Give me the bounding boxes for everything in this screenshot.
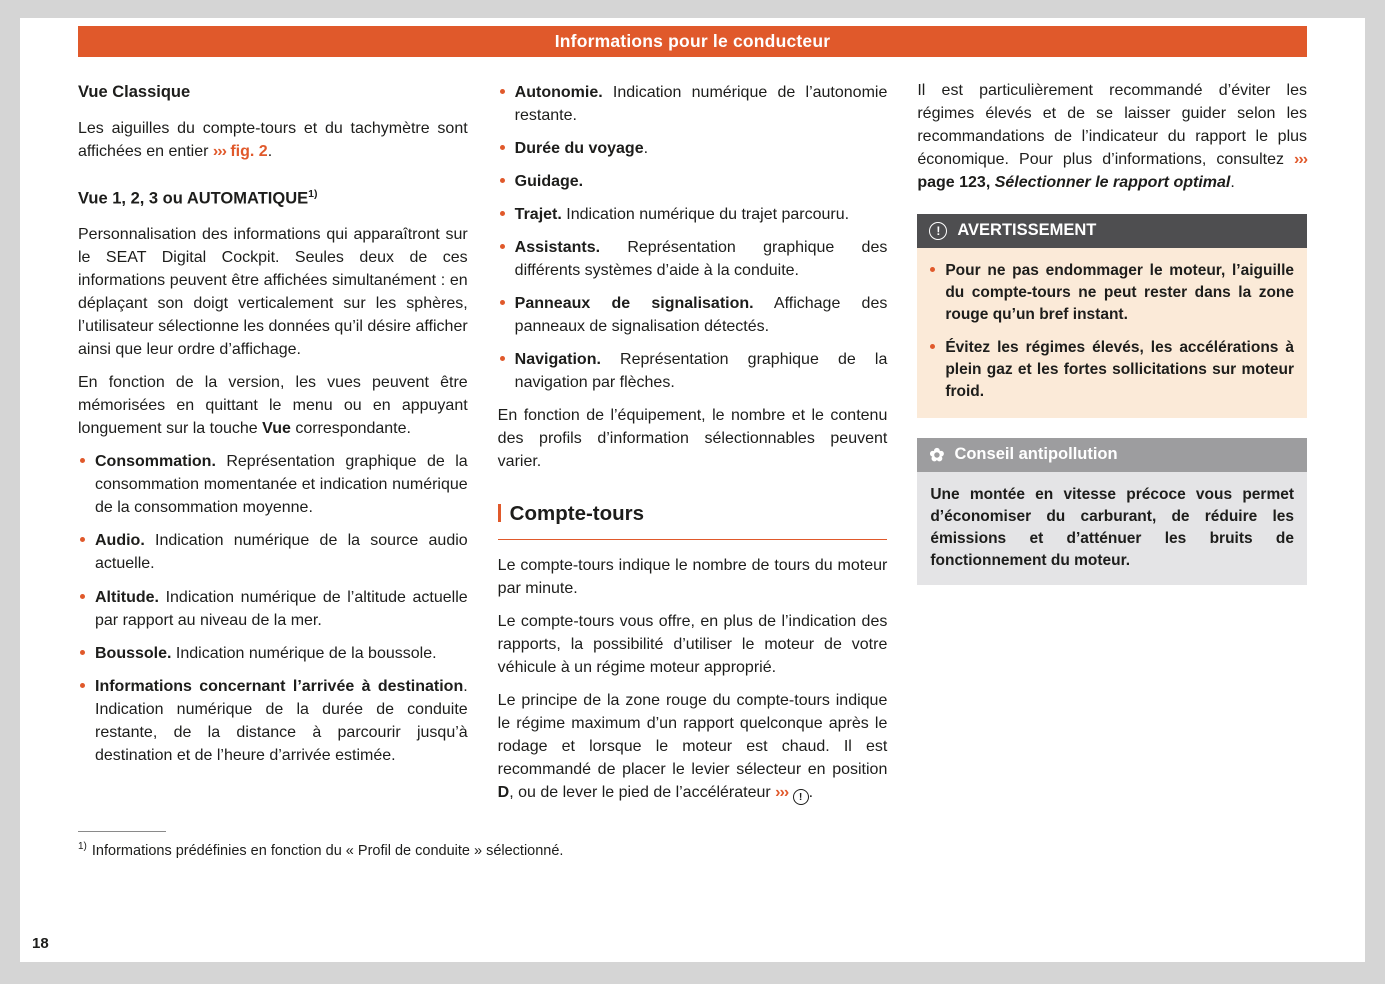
eco-tip-title: Conseil antipollution [954,444,1118,463]
list-item [498,170,888,193]
text-run: , ou de lever le pied de l’accélérateur [509,784,776,802]
footnote-marker: 1) [308,187,318,200]
flower-icon: ✿ [929,444,945,465]
list-item [498,236,888,282]
warning-ref-icon: ! [793,789,809,805]
footnote-marker: 1) [78,841,87,853]
list-term: Audio. [95,532,145,550]
text-run: Il est particulièrement recommandé d’éviter les régimes élevés et de se laisser guider selon les recommandations de l’indicateur du rapport le plus économique. Pour plus d’informations, consultez [917,82,1308,169]
bullet-icon [930,344,935,349]
footnote-text: Informations prédéfinies en fonction du « Profil de conduite » sélectionné. [91,843,564,860]
list-text: . [643,140,649,158]
bullet-icon [930,267,935,272]
list-item [78,586,468,632]
text-run: Le principe de la zone rouge du compte-tours indique le régime maximum d’un rapport quelconque après le rodage et lorsque le moteur est chaud. Il est recommandé de placer le levier sélecteur en position [497,692,888,779]
list-text: Indication numérique de l’autonomie restante. [514,84,888,125]
list-item [78,642,468,665]
column-left [78,79,468,815]
warning-box [917,214,1307,418]
list-text: Représentation graphique de la consommation momentanée et indication numérique de la consommation moyenne. [95,453,468,517]
section-title: Compte-tours [509,502,645,526]
list-item [498,292,888,338]
heading-vue-123 [78,187,468,211]
list-text: . Indication numérique de la durée de conduite restante, de la distance à parcourir jusqu’à destination et de l’heure d’arrivée estimée. [95,677,468,764]
list-text: Indication numérique de l’altitude actuelle par rapport au niveau de la mer. [95,588,468,629]
warning-text: Évitez les régimes élevés, les accélérations à plein gaz et les fortes sollicitations sur moteur froid. [945,338,1295,400]
list-item [498,81,888,127]
warning-icon: ! [929,222,947,240]
warning-title: AVERTISSEMENT [957,221,1097,240]
info-list [78,450,468,766]
list-term: Altitude. [95,588,159,606]
list-item [78,675,468,767]
list-text: Indication numérique de la source audio actuelle. [95,532,468,573]
page-number: 18 [32,935,49,952]
page-link[interactable]: page 123, [917,174,991,192]
section-heading-compte-tours [498,499,888,540]
paragraph-memorisation [78,371,468,440]
bullet-icon [500,89,505,94]
footnote-divider [78,831,166,832]
xref-arrows-icon: ››› [775,784,789,802]
paragraph-zone-rouge [498,689,888,805]
warning-body [917,248,1307,418]
warning-item [930,260,1294,326]
list-item [498,137,888,160]
text-run: Les aiguilles du compte-tours et du tachymètre sont affichées en entier [78,119,468,160]
info-list-continued [498,81,888,394]
xref-arrows-icon: ››› [1294,151,1308,169]
manual-page [20,18,1365,962]
eco-tip-text: Une montée en vitesse précoce vous permet d’économiser du carburant, de réduire les émissions et d’atténuer les bruits de fonctionnement du moteur. [930,485,1295,569]
eco-tip-body [917,472,1307,585]
text-run: En fonction de la version, les vues peuvent être mémorisées en quittant le menu ou en appuyant longuement sur la touche [78,374,468,438]
list-text: Indication numérique de la boussole. [171,644,437,662]
paragraph-equipement: En fonction de l’équipement, le nombre et le contenu des profils d’information sélectionnables peuvent varier. [497,407,888,471]
list-term: Guidage. [514,173,584,191]
button-name-vue: Vue [262,420,291,438]
gear-position-d: D [497,784,510,802]
figure-link[interactable]: fig. 2 [230,142,268,160]
column-middle [498,79,888,815]
footnote [78,841,1307,859]
list-term: Consommation. [95,453,216,471]
warning-item [930,337,1294,403]
list-item [498,203,888,226]
page-header-title: Informations pour le conducteur [554,31,831,51]
list-item [78,450,468,519]
heading-vue-classique: Vue Classique [78,83,191,101]
bullet-icon [500,300,505,305]
list-item [498,348,888,394]
content-columns [78,79,1307,815]
list-term: Boussole. [95,644,172,662]
text-run: correspondante. [290,420,411,438]
warning-text: Pour ne pas endommager le moteur, l’aiguille du compte-tours ne peut rester dans la zone rouge qu’un bref instant. [945,261,1295,323]
bullet-icon [500,244,505,249]
paragraph-personnalisation: Personnalisation des informations qui apparaîtront sur le SEAT Digital Cockpit. Seules deux de ces informations peuvent être affichées simultanément : en déplaçant son doigt verticalement sur les sphères, l’utilisateur sélectionne les données qu’il désire afficher ainsi que leur ordre d’affichage. [78,226,468,359]
bullet-icon [500,356,505,361]
list-term: Trajet. [514,206,562,224]
list-term: Informations concernant l’arrivée à destination [95,677,464,695]
column-right [917,79,1307,815]
list-text: Représentation graphique de la navigation par flèches. [514,351,888,392]
eco-tip-header [917,438,1307,472]
text-run: . [267,142,273,160]
bullet-icon [80,683,85,688]
eco-tip-box [917,438,1307,585]
bullet-icon [80,537,85,542]
chapter-title-ref: Sélectionner le rapport optimal [990,174,1231,192]
list-term: Navigation. [514,351,601,369]
accent-bar [498,504,501,522]
paragraph-recommandation [917,79,1307,194]
page-header-bar [78,26,1307,57]
paragraph-vue-classique [78,117,468,163]
bullet-icon [500,178,505,183]
bullet-icon [80,650,85,655]
paragraph-compte-tours-2: Le compte-tours vous offre, en plus de l’indication des rapports, la possibilité d’utiliser le moteur de votre véhicule à un régime moteur approprié. [497,613,888,677]
xref-arrows-icon: ››› [212,142,226,160]
list-term: Durée du voyage [514,140,644,158]
bullet-icon [500,145,505,150]
bullet-icon [80,458,85,463]
list-text: Représentation graphique des différents systèmes d’aide à la conduite. [514,239,888,280]
list-term: Panneaux de signalisation. [514,295,754,313]
paragraph-compte-tours-1: Le compte-tours indique le nombre de tours du moteur par minute. [497,556,888,597]
list-text: Affichage des panneaux de signalisation détectés. [514,295,888,336]
heading-text: Vue 1, 2, 3 ou AUTOMATIQUE [78,189,309,208]
text-run: . [1230,174,1235,192]
list-item [78,529,468,575]
list-term: Assistants. [514,239,601,257]
warning-header [917,214,1307,248]
bullet-icon [500,211,505,216]
list-text: Indication numérique du trajet parcouru. [561,206,850,224]
list-term: Autonomie. [514,84,603,101]
text-run: . [808,784,814,802]
bullet-icon [80,594,85,599]
